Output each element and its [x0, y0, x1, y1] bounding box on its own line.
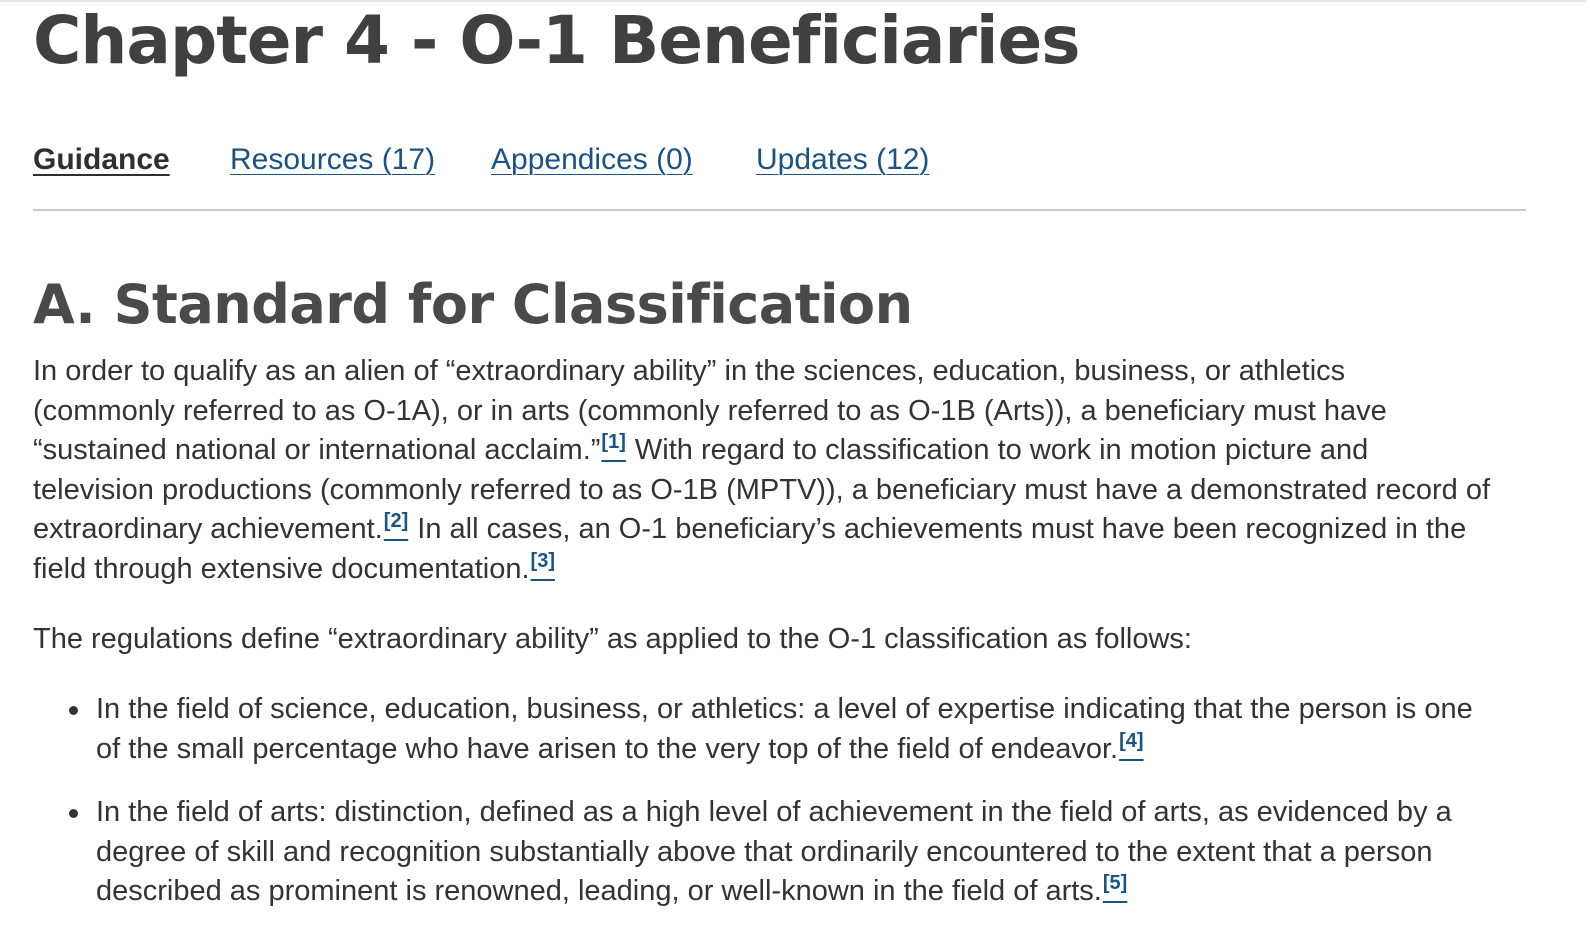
tab-updates[interactable]: Updates (12): [756, 143, 930, 176]
footnote-link-5[interactable]: [5]: [1102, 872, 1128, 894]
section-heading: A. Standard for Classification: [33, 273, 913, 336]
paragraph-line: television productions (commonly referred to as O-1B (MPTV)), a beneficiary must have a demonstrated record of: [33, 473, 1491, 506]
list-item: [33, 793, 1533, 912]
tab-guidance[interactable]: Guidance: [33, 143, 170, 176]
list-item-line: In the field of science, education, business, or athletics: a level of expertise indicating that the person is one: [96, 693, 1473, 725]
paragraph-line: (commonly referred to as O-1A), or in arts (commonly referred to as O-1B (Arts)), a beneficiary must have: [33, 394, 1387, 427]
paragraph-text: field through extensive documentation.: [33, 552, 530, 585]
paragraph-text: extraordinary achievement.: [33, 513, 383, 545]
list-item-line: In the field of arts: distinction, defined as a high level of achievement in the field of arts, as evidenced by a: [96, 796, 1452, 828]
paragraph-line: [33, 550, 1533, 590]
tab-appendices[interactable]: Appendices (0): [491, 143, 693, 176]
list-item-text: of the small percentage who have arisen to the very top of the field of endeavor.: [96, 732, 1119, 765]
paragraph-text: With regard to classification to work in motion picture and: [626, 434, 1369, 466]
bullet-icon: [69, 809, 78, 818]
footnote-link-2[interactable]: [2]: [383, 510, 409, 532]
paragraph-line: [33, 431, 1533, 471]
definition-intro-paragraph: The regulations define “extraordinary ability” as applied to the O-1 classification as follows:: [33, 623, 1192, 655]
bullet-icon: [69, 706, 78, 715]
list-item-line: degree of skill and recognition substantially above that ordinarily encountered to the extent that a person: [96, 835, 1433, 868]
list-item-line: [96, 730, 1533, 770]
footnote-link-3[interactable]: [3]: [530, 549, 555, 572]
tab-resources[interactable]: Resources (17): [230, 143, 436, 176]
list-item-line: [96, 872, 1533, 912]
list-item: [33, 690, 1533, 769]
intro-paragraph: [33, 352, 1533, 589]
paragraph-text: In all cases, an O-1 beneficiary’s achievements must have been recognized in the: [409, 513, 1467, 545]
footnote-link-1[interactable]: [1]: [601, 431, 626, 453]
paragraph-line: In order to qualify as an alien of “extraordinary ability” in the sciences, education, business, or athletics: [33, 355, 1346, 387]
paragraph-text: “sustained national or international acclaim.”: [33, 434, 601, 466]
chapter-tabs: [33, 140, 1526, 211]
paragraph-line: [33, 510, 1533, 550]
chapter-title: Chapter 4 - O-1 Beneficiaries: [33, 2, 1080, 79]
footnote-link-4[interactable]: [4]: [1119, 729, 1144, 752]
definition-list: [33, 690, 1533, 912]
list-item-text: described as prominent is renowned, leading, or well-known in the field of arts.: [96, 875, 1102, 907]
